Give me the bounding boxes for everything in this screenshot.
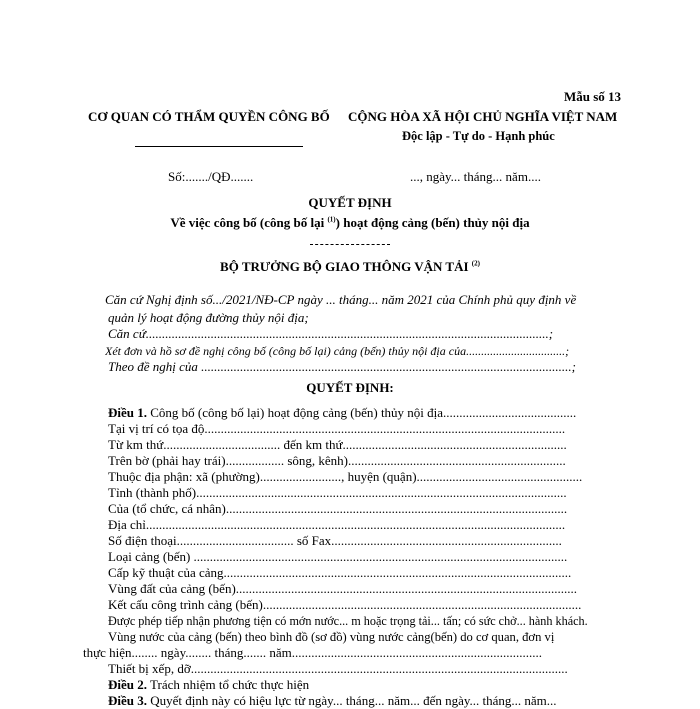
article-1-item: Kết cấu công trình cảng (bến)..................................................................................................	[108, 597, 582, 612]
basis-line-5: Theo đề nghị của ..................................................................................................................;	[108, 359, 576, 374]
form-number: Mẫu số 13	[564, 89, 622, 104]
article-2: Điều 2. Trách nhiệm tổ chức thực hiện	[108, 677, 310, 692]
basis-line-4: Xét đơn và hồ sơ đề nghị công bố (công bố lại) cảng (bến) thủy nội địa của.................................;	[105, 344, 570, 358]
decision-title: QUYẾT ĐỊNH	[308, 195, 392, 210]
article-1-item: Loại cảng (bến) ...................................................................................................................	[108, 549, 568, 564]
authority-title: BỘ TRƯỞNG BỘ GIAO THÔNG VẬN TẢI $^{(2)}$	[220, 259, 480, 274]
article-1-heading: Điều 1. Công bố (công bố lại) hoạt động cảng (bến) thủy nội địa.........................................	[108, 405, 577, 420]
equipment-line: Thiết bị xếp, dỡ....................................................................................................................	[108, 661, 568, 676]
basis-line-1: Căn cứ Nghị định số.../2021/NĐ-CP ngày ... tháng... năm 2021 của Chính phủ quy định về	[105, 292, 577, 307]
country-name: CỘNG HÒA XÃ HỘI CHỦ NGHĨA VIỆT NAM	[348, 109, 618, 124]
article-1-item: Tỉnh (thành phố)..................................................................................................................	[108, 485, 567, 500]
water-area-line-2: thực hiện........ ngày........ tháng....... năm.............................................................................	[83, 645, 542, 660]
decides-heading: QUYẾT ĐỊNH:	[306, 380, 394, 395]
article-1-item: Thuộc địa phận: xã (phường)........................., huyện (quận)...................................................	[108, 469, 583, 484]
agency-underline	[135, 146, 303, 147]
title-divider	[310, 244, 390, 245]
article-1-item: Tại vị trí có tọa độ...............................................................................................................	[108, 421, 566, 436]
article-3: Điều 3. Quyết định này có hiệu lực từ ngày... tháng... năm... đến ngày... tháng... năm...	[108, 693, 557, 708]
basis-line-3: Căn cứ............................................................................................................................;	[108, 326, 554, 341]
article-1-item: Từ km thứ.................................... đến km thứ.....................................................................	[108, 437, 567, 452]
article-1-item: Được phép tiếp nhận phương tiện có mớn nước... m hoặc trọng tải... tấn; có sức chở... hành khách.	[108, 614, 588, 628]
water-area-line-1: Vùng nước của cảng (bến) theo bình đồ (sơ đồ) vùng nước cảng(bến) do cơ quan, đơn vị	[108, 630, 555, 644]
decision-subtitle: Về việc công bố (công bố lại $^{(1)}$) hoạt động cảng (bến) thủy nội địa	[170, 215, 530, 230]
article-1-item: Trên bờ (phải hay trái).................. sông, kênh)...................................................................	[108, 453, 566, 468]
national-motto: Độc lập - Tự do - Hạnh phúc	[402, 129, 555, 143]
decision-date: ..., ngày... tháng... năm....	[410, 169, 541, 184]
article-1-item: Cấp kỹ thuật của cảng...........................................................................................................	[108, 565, 572, 580]
issuing-agency: CƠ QUAN CÓ THẨM QUYỀN CÔNG BỐ	[88, 109, 330, 124]
article-1-item: Số điện thoại.................................... số Fax.......................................................................	[108, 533, 562, 548]
basis-line-2: quản lý hoạt động đường thủy nội địa;	[108, 310, 309, 325]
article-1-item: Địa chỉ.................................................................................................................................	[108, 517, 566, 532]
article-1-item: Vùng đất của cảng (bến).........................................................................................................	[108, 581, 578, 596]
decision-number: Số:......./QĐ.......	[168, 169, 254, 184]
article-1-item: Của (tổ chức, cá nhân).........................................................................................................	[108, 501, 568, 516]
